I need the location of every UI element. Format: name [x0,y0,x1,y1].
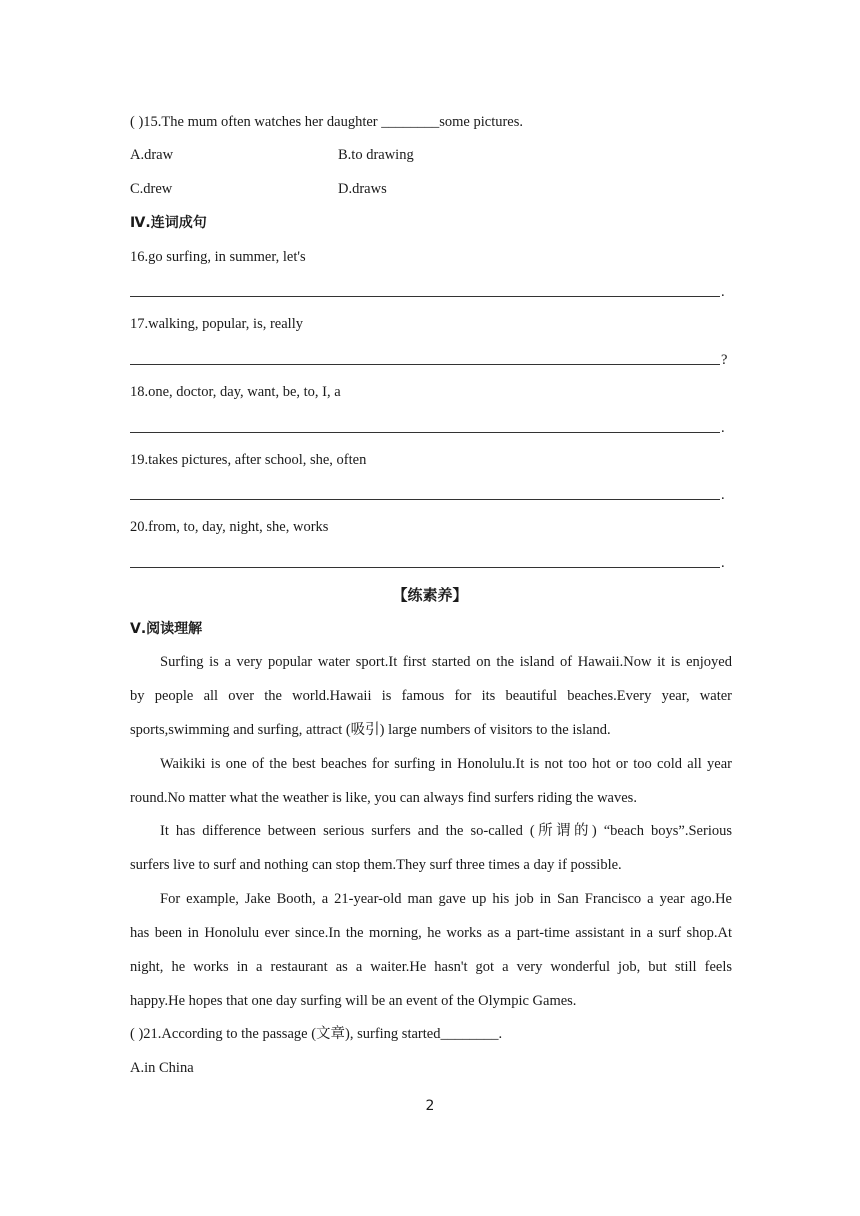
question-17-end-mark: ? [721,352,728,368]
reading-paragraph-1 [130,645,732,747]
question-20-prompt: 20.from, to, day, night, she, works [130,519,329,535]
section-4-title: Ⅳ.连词成句 [130,215,207,231]
question-15-option-d: D.draws [338,181,387,197]
question-17-prompt: 17.walking, popular, is, really [130,316,303,332]
question-19-answer-line[interactable] [130,499,720,500]
question-18-end-mark: . [721,420,725,436]
paragraph-line: Waikiki is one of the best beaches for surfing in Honolulu.It is not too hot or too cold all year [160,756,732,772]
question-20-end-mark: . [721,555,725,571]
paragraph-line: has been in Honolulu ever since.In the morning, he works as a part-time assistant in a surf shop.At [130,925,732,941]
question-15-option-b: B.to drawing [338,147,414,163]
question-19-prompt: 19.takes pictures, after school, she, often [130,452,367,468]
paragraph-line: night, he works in a restaurant as a waiter.He hasn't got a very wonderful job, but still feels [130,959,732,975]
question-18-prompt: 18.one, doctor, day, want, be, to, I, a [130,384,341,400]
paragraph-line: Surfing is a very popular water sport.It first started on the island of Hawaii.Now it is enjoyed [160,654,732,670]
question-18-answer-line[interactable] [130,432,720,433]
question-16-answer-line[interactable] [130,296,720,297]
practice-section-title: 【练素养】 [392,586,468,604]
paragraph-line: surfers live to surf and nothing can stop them.They surf three times a day if possible. [130,857,622,873]
question-17-answer-line[interactable] [130,364,720,365]
reading-paragraph-2 [130,747,732,815]
paragraph-line: round.No matter what the weather is like, you can always find surfers riding the waves. [130,790,637,806]
question-21-stem: ( )21.According to the passage (文章), surfing started________. [130,1026,503,1042]
reading-paragraph-3 [130,814,732,882]
paragraph-line: by people all over the world.Hawaii is famous for its beautiful beaches.Every year, water [130,688,732,704]
reading-paragraph-4 [130,882,732,1018]
question-16-end-mark: . [721,284,725,300]
paragraph-line: sports,swimming and surfing, attract (吸引) large numbers of visitors to the island. [130,722,611,738]
paragraph-line: happy.He hopes that one day surfing will be an event of the Olympic Games. [130,993,577,1009]
question-15-stem: ( )15.The mum often watches her daughter ________some pictures. [130,114,524,130]
section-5-title: Ⅴ.阅读理解 [130,621,203,637]
question-21-option-a: A.in China [130,1060,194,1076]
question-15-option-c: C.drew [130,181,173,197]
question-20-answer-line[interactable] [130,567,720,568]
page-number: 2 [425,1098,435,1114]
question-19-end-mark: . [721,487,725,503]
question-15-option-a: A.draw [130,147,174,163]
paragraph-line: It has difference between serious surfers and the so-called (所谓的) “beach boys”.Serious [160,823,732,839]
paragraph-line: For example, Jake Booth, a 21-year-old man gave up his job in San Francisco a year ago.He [160,891,732,907]
question-16-prompt: 16.go surfing, in summer, let's [130,249,306,265]
